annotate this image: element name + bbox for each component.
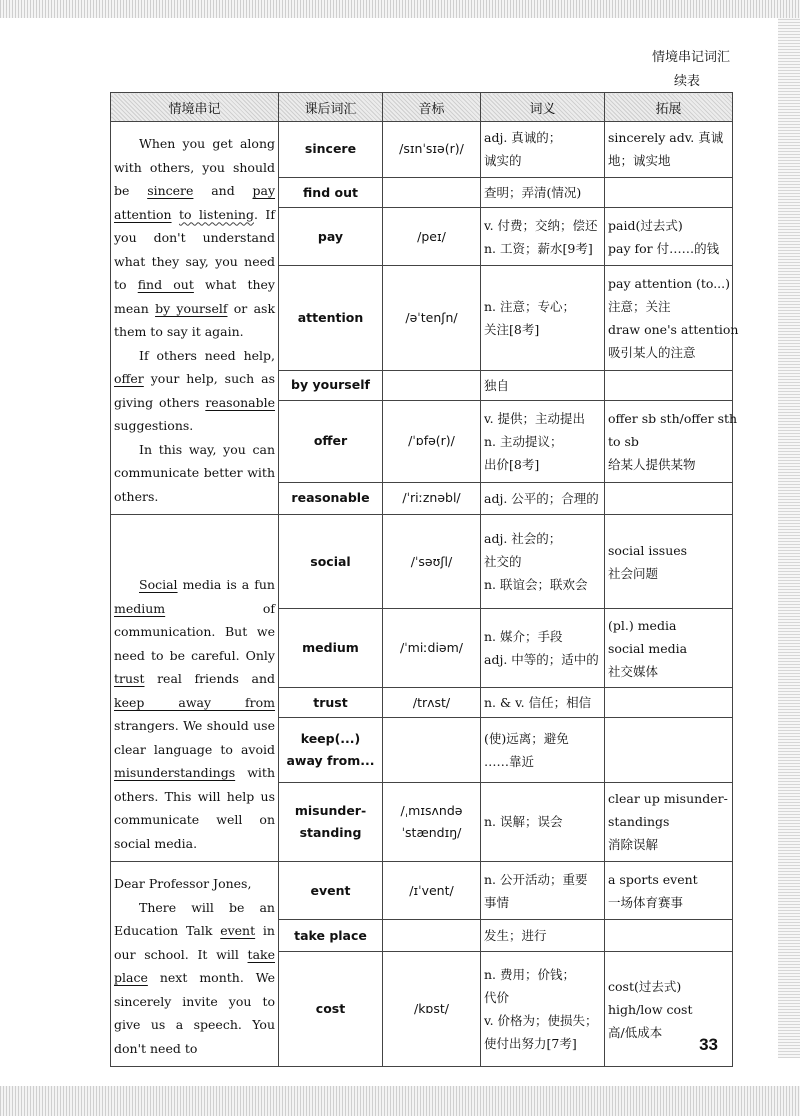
vocab-word-line: reasonable (291, 490, 370, 506)
story-text: what they mean (114, 277, 275, 316)
keyword-highlight: find out (137, 277, 194, 292)
vocab-word (279, 400, 383, 482)
vocab-word (279, 515, 383, 609)
word-meaning (481, 266, 605, 370)
word-meaning-line: adj. 社会的； (484, 531, 562, 547)
word-extension (605, 400, 738, 482)
phonetic-transcription-line: /ˌmɪsʌndə (400, 802, 463, 818)
word-extension-line: social media (608, 640, 688, 656)
continued-label: 续表 (673, 74, 700, 89)
keyword-highlight: keep away from (114, 694, 275, 710)
word-meaning-line: 出价[8考] (484, 456, 540, 472)
word-meaning (481, 482, 605, 514)
story-text: There will be an Education Talk (114, 899, 275, 938)
section-title: 情境串记词汇 (651, 50, 730, 65)
word-meaning (481, 208, 605, 266)
vocab-word (279, 688, 383, 718)
phonetic-transcription (383, 208, 481, 266)
story-text: or ask them to say it again. (114, 300, 276, 339)
vocab-word (279, 177, 383, 207)
story-text: suggestions. (114, 418, 194, 433)
story-paragraph (114, 132, 275, 344)
vocab-word-line: medium (302, 640, 359, 656)
word-extension-line: 给某人提供某物 (608, 456, 696, 472)
word-meaning (481, 920, 605, 952)
vocab-word (279, 718, 383, 782)
word-extension (605, 609, 733, 688)
word-extension-line: 高/低成本 (608, 1024, 663, 1040)
word-meaning-line: v. 付费；交纳；偿还 (484, 217, 598, 233)
word-extension-line: (pl.) media (608, 617, 677, 633)
word-meaning (481, 609, 605, 688)
word-meaning (481, 688, 605, 718)
story-paragraph (114, 872, 275, 896)
word-extension-line: 一场体育赛事 (608, 894, 684, 910)
word-extension (605, 782, 733, 861)
phonetic-transcription-line: /kɒst/ (413, 1001, 449, 1017)
vocab-word-line: misunder- (294, 802, 367, 818)
header-meaning: 词义 (481, 93, 605, 122)
keyword-highlight: misunderstandings (114, 765, 236, 780)
word-meaning (481, 952, 605, 1067)
keyword-highlight: medium (114, 600, 166, 616)
word-extension (605, 862, 733, 920)
phonetic-transcription-line: /peɪ/ (417, 228, 446, 244)
vocab-word-line: cost (315, 1001, 346, 1017)
word-meaning-line: 代价 (484, 990, 510, 1006)
word-meaning-line: 使付出努力[7考] (484, 1036, 577, 1052)
word-meaning (481, 400, 605, 482)
phonetic-transcription (383, 266, 481, 370)
vocab-word-line: offer (313, 433, 348, 449)
word-extension-line: cost(过去式) (608, 978, 682, 994)
story-spacer (114, 525, 275, 573)
vocab-word-line: social (310, 553, 351, 569)
phonetic-transcription (383, 177, 481, 207)
phonetic-transcription (383, 718, 481, 782)
vocab-word-line: by yourself (291, 377, 370, 393)
word-meaning-line: n. 误解；误会 (484, 814, 563, 830)
keyword-highlight: by yourself (155, 300, 228, 316)
word-extension-line: paid(过去式) (608, 217, 683, 233)
vocab-word-line: attention (297, 309, 364, 325)
word-meaning (481, 782, 605, 861)
word-extension (605, 718, 733, 782)
phonetic-transcription (383, 482, 481, 514)
phonetic-transcription (383, 782, 481, 861)
word-meaning (481, 370, 605, 400)
header-word: 课后词汇 (279, 93, 383, 122)
word-meaning-line: (使)远离；避免 (484, 731, 569, 747)
word-meaning-line: v. 提供；主动提出 (484, 410, 586, 426)
word-extension-line: high/low cost (608, 1001, 693, 1017)
story-text: and (193, 183, 253, 198)
story-text: real friends and (144, 671, 275, 686)
scan-top-border (0, 0, 800, 18)
word-meaning-line: adj. 真诚的； (484, 130, 562, 146)
word-extension-line: 社会问题 (608, 565, 659, 581)
story-text (172, 207, 179, 222)
phonetic-transcription (383, 400, 481, 482)
word-extension-line: 吸引某人的注意 (608, 344, 696, 360)
word-extension-line: draw one's attention (608, 321, 739, 337)
word-extension-line: 注意；关注 (608, 298, 671, 314)
phonetic-transcription (383, 609, 481, 688)
phonetic-transcription (383, 862, 481, 920)
scan-bottom-border (0, 1086, 800, 1116)
word-extension-line: 消除误解 (608, 837, 659, 853)
story-text: Dear Professor Jones, (114, 876, 252, 891)
word-extension-line: a sports event (608, 871, 698, 887)
header-extension: 拓展 (605, 93, 733, 122)
vocab-word-line: away from... (286, 753, 375, 769)
word-meaning-line: 关注[8考] (484, 321, 540, 337)
word-extension-line: 社交媒体 (608, 663, 659, 679)
phonetic-transcription-line: /ˈmiːdiəm/ (400, 640, 463, 656)
phonetic-transcription-line: ˈstændɪŋ/ (401, 824, 462, 840)
page-number: 33 (699, 1035, 718, 1054)
story-text: with others. This will help us communicate well on social media. (114, 765, 275, 851)
vocab-word-line: find out (303, 184, 358, 200)
phonetic-transcription-line: /ˈsəʊʃl/ (410, 553, 453, 569)
word-meaning (481, 718, 605, 782)
vocab-word (279, 782, 383, 861)
word-meaning-line: adj. 公平的；合理的 (484, 490, 599, 506)
word-meaning (481, 122, 605, 178)
story-text: In this way, you can communicate better with others. (114, 441, 275, 504)
story-text: If others need help, (139, 347, 275, 363)
word-meaning-line: n. 工资；薪水[9考] (484, 240, 593, 256)
vocab-word (279, 920, 383, 952)
vocab-word (279, 952, 383, 1067)
phonetic-transcription (383, 920, 481, 952)
keyword-highlight: pay attention (114, 183, 276, 222)
table-header-row (111, 93, 733, 122)
vocab-word (279, 370, 383, 400)
context-story (111, 515, 279, 862)
header-context: 情境串记 (111, 93, 279, 122)
keyword-highlight: Social (139, 577, 178, 592)
phonetic-transcription (383, 370, 481, 400)
keyword-highlight: event (220, 923, 256, 938)
word-extension (605, 688, 733, 718)
table-row (111, 122, 733, 178)
word-meaning (481, 862, 605, 920)
table-row (111, 862, 733, 920)
story-paragraph (114, 896, 275, 1061)
word-extension-line: offer sb sth/offer sth (608, 410, 738, 426)
phonetic-transcription-line: /əˈtenʃn/ (405, 309, 458, 325)
word-extension-line: pay for 付……的钱 (608, 240, 720, 256)
word-extension-line: to sb (608, 433, 639, 449)
phonetic-transcription (383, 952, 481, 1067)
phonetic-transcription-line: /ɪˈvent/ (409, 882, 454, 898)
vocab-word-line: trust (313, 694, 348, 710)
word-extension-line: social issues (608, 542, 688, 558)
word-meaning-line: 诚实的 (484, 153, 522, 169)
story-paragraph (114, 438, 275, 509)
vocab-word (279, 122, 383, 178)
vocab-word-line: sincere (304, 141, 357, 157)
word-extension-line: 地；诚实地 (608, 153, 671, 169)
phonetic-transcription (383, 122, 481, 178)
word-extension-line: clear up misunder- (608, 791, 728, 807)
word-meaning-line: 独自 (484, 377, 510, 393)
phonetic-transcription (383, 515, 481, 609)
word-extension-line: pay attention (to...) (608, 275, 731, 291)
story-paragraph (114, 573, 275, 855)
story-text: in our school. It will (114, 923, 275, 962)
word-extension (605, 515, 733, 609)
word-meaning-line: n. 注意；专心； (484, 298, 575, 314)
vocab-word-line: pay (317, 228, 344, 244)
vocabulary-table (110, 92, 739, 1067)
word-extension (605, 122, 733, 178)
word-extension (605, 482, 733, 514)
vocab-word-line: standing (299, 824, 362, 840)
word-extension (605, 208, 733, 266)
phonetic-transcription-line: /sɪnˈsɪə(r)/ (399, 141, 464, 157)
header-phonetic: 音标 (383, 93, 481, 122)
word-meaning-line: v. 价格为；使损失； (484, 1013, 598, 1029)
word-meaning-line: adj. 中等的；适中的 (484, 652, 599, 668)
vocab-word-line: keep(...) (300, 731, 361, 747)
word-meaning-line: n. 主动提议； (484, 433, 563, 449)
word-extension (605, 920, 733, 952)
word-meaning-line: 发生；进行 (484, 928, 547, 944)
keyword-highlight: trust (114, 671, 145, 686)
vocab-word (279, 266, 383, 370)
story-text: strangers. We should use clear language to avoid (114, 718, 275, 757)
vocab-word (279, 208, 383, 266)
keyword-highlight: reasonable (205, 394, 275, 410)
word-meaning-line: ……靠近 (484, 754, 535, 770)
keyword-highlight: to listening (179, 206, 254, 222)
word-extension-line: standings (608, 814, 670, 830)
word-meaning-line: n. 联谊会；联欢会 (484, 577, 588, 593)
keyword-highlight: sincere (147, 183, 194, 198)
word-meaning-line: n. 费用；价钱； (484, 967, 575, 983)
vocab-word (279, 609, 383, 688)
story-text: When you get along with others, you should be (114, 136, 275, 198)
keyword-highlight: offer (114, 371, 144, 386)
word-meaning-line: n. 媒介；手段 (484, 629, 563, 645)
story-text: . If you don't understand what they say, you need to (114, 206, 275, 292)
word-extension (605, 370, 733, 400)
story-text: your help, such as giving others (114, 371, 275, 410)
word-meaning-line: n. 公开活动；重要 (484, 871, 588, 887)
phonetic-transcription (383, 688, 481, 718)
vocab-word (279, 862, 383, 920)
phonetic-transcription-line: /ˈɒfə(r)/ (408, 433, 455, 449)
word-meaning (481, 177, 605, 207)
keyword-highlight: take place (114, 946, 275, 985)
context-story (111, 122, 279, 515)
context-story (111, 862, 279, 1067)
word-meaning-line: n. & v. 信任；相信 (484, 695, 592, 711)
vocab-word-line: event (310, 882, 351, 898)
story-text: next month. We sincerely invite you to give us a speech. You don't need to (114, 970, 275, 1056)
story-text: media is a fun (177, 577, 275, 592)
story-paragraph (114, 344, 275, 438)
scan-right-border (778, 18, 800, 1058)
word-extension (605, 177, 733, 207)
phonetic-transcription-line: /ˈriːznəbl/ (402, 490, 461, 506)
word-meaning-line: 社交的 (484, 554, 522, 570)
word-extension (605, 266, 739, 370)
vocab-word-line: take place (294, 927, 367, 943)
word-meaning-line: 事情 (484, 894, 510, 910)
word-meaning (481, 515, 605, 609)
word-extension-line: sincerely adv. 真诚 (608, 130, 724, 146)
story-text: of communication. But we need to be careful. Only (114, 600, 275, 663)
table-row (111, 515, 733, 609)
word-meaning-line: 查明；弄清(情况) (484, 185, 582, 201)
vocab-word (279, 482, 383, 514)
phonetic-transcription-line: /trʌst/ (412, 694, 451, 710)
